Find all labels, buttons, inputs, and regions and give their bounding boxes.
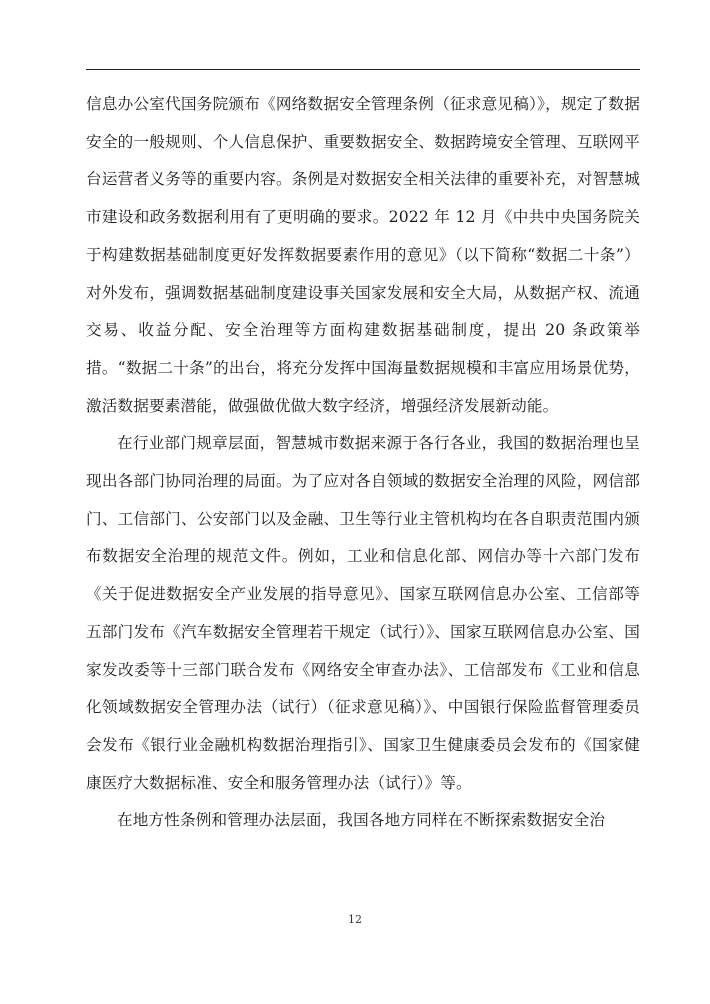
paragraph-industry-regulations: 在行业部门规章层面，智慧城市数据来源于各行各业，我国的数据治理也呈现出各部门协同治理的局面。为了应对各自领域的数据安全治理的风险，网信部门、工信部门、公安部门以及金融、卫生等行业主管机构均在各自职责范围内颁布数据安全治理的规范文件。例如，工业和信息化部、网信办等十六部门发布《关于促进数据安全产业发展的指导意见》、国家互联网信息办公室、工信部等五部门发布《汽车数据安全管理若干规定（试行）》、国家互联网信息办公室、国家发改委等十三部门联合发布《网络安全审查办法》、工信部发布《工业和信息化领域数据安全管理办法（试行）（征求意见稿）》、中国银行保险监督管理委员会发布《银行业金融机构数据治理指引》、国家卫生健康委员会发布的《国家健康医疗大数据标准、安全和服务管理办法（试行）》等。 <box>86 434 640 792</box>
body-text <box>86 86 640 840</box>
paragraph-continued: 信息办公室代国务院颁布《网络数据安全管理条例（征求意见稿）》，规定了数据安全的一般规则、个人信息保护、重要数据安全、数据跨境安全管理、互联网平台运营者义务等的重要内容。条例是对数据安全相关法律的重要补充，对智慧城市建设和政务数据利用有了更明确的要求。2022 年 12 月《中共中央国务院关于构建数据基础制度更好发挥数据要素作用的意见》（以下简称“数据二十条”）对外发布，强调数据基础制度建设事关国家发展和安全大局，从数据产权、流通交易、收益分配、安全治理等方面构建数据基础制度，提出 20 条政策举措。“数据二十条”的出台，将充分发挥中国海量数据规模和丰富应用场景优势，激活数据要素潜能，做强做优做大数字经济，增强经济发展新动能。 <box>86 95 640 415</box>
header-rule <box>86 69 640 70</box>
paragraph-local-regulations: 在地方性条例和管理办法层面，我国各地方同样在不断探索数据安全治 <box>117 811 606 830</box>
page-number: 12 <box>348 913 362 926</box>
